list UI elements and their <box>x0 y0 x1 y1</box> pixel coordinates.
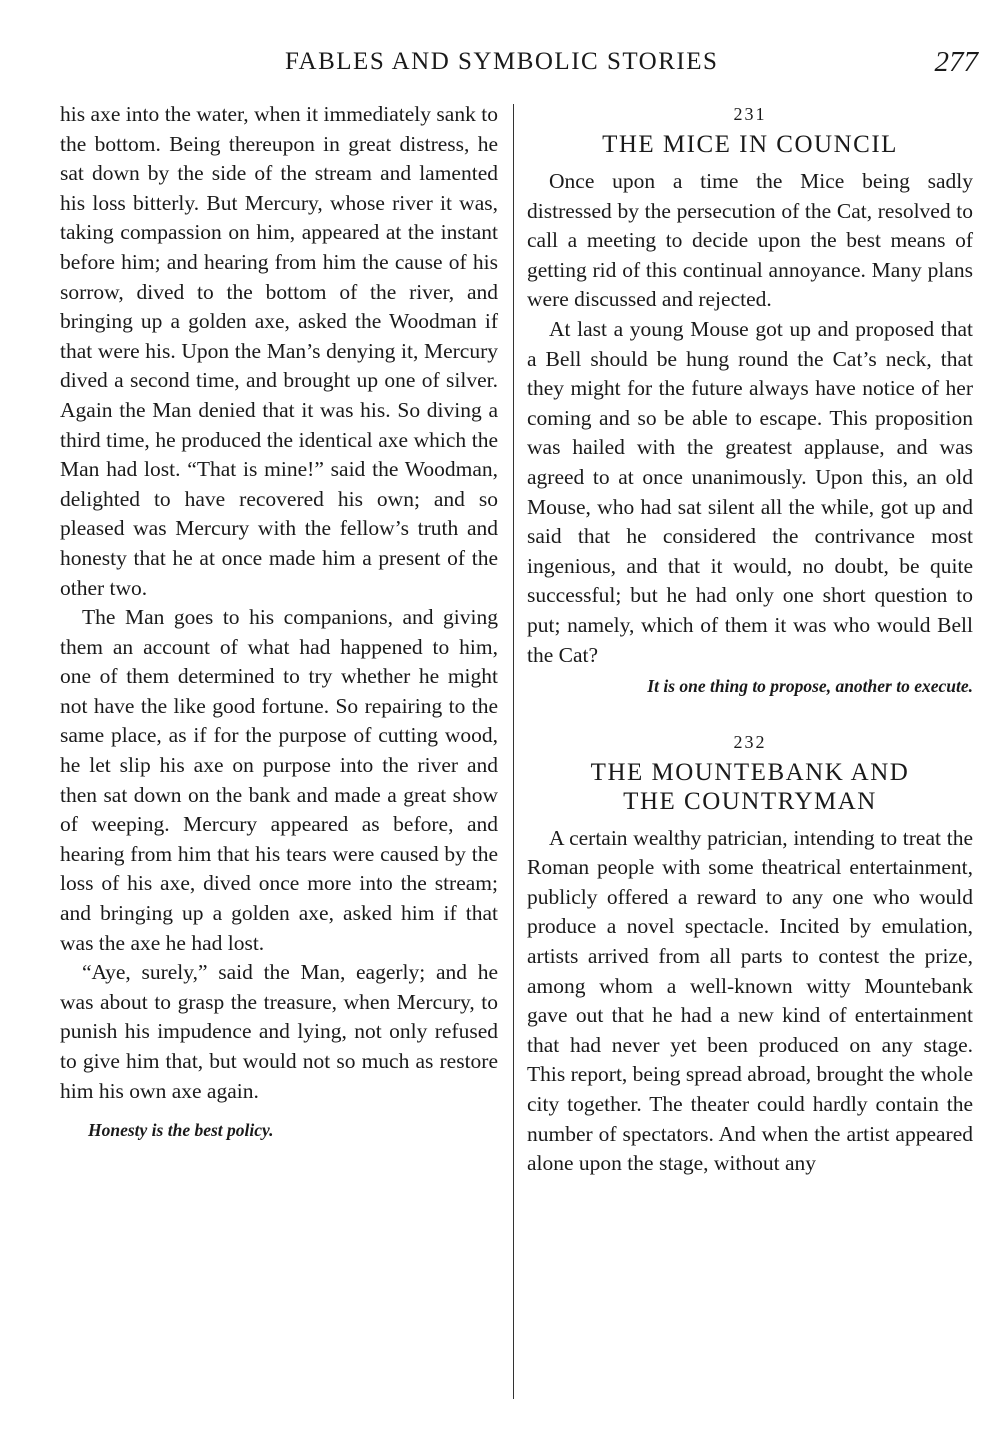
page-number: 277 <box>934 46 978 78</box>
fable-title-mice-in-council: THE MICE IN COUNCIL <box>602 131 898 158</box>
running-title: FABLES AND SYMBOLIC STORIES <box>285 48 719 75</box>
paragraph-aye-surely: “Aye, surely,” said the Man, eagerly; and he was about to grasp the treasure, when Mercury, to punish his impudence and lying, not only refused to give him that, but would not so much as restore him his own axe again. <box>60 960 498 1103</box>
paragraph-mice-1: Once upon a time the Mice being sadly distressed by the persecution of the Cat, resolved to call a meeting to decide upon the best means of getting rid of this continual annoyance. Many plans were discussed and rejected. <box>527 169 973 312</box>
fable-title-line-1: THE MOUNTEBANK AND <box>590 758 910 786</box>
running-header <box>0 44 1000 84</box>
paragraph-companions: The Man goes to his companions, and giving them an account of what had happened to him, one of them determined to try whether he might not have the like good fortune. So repairing to the same place, as if for the purpose of cutting wood, he let slip his axe on purpose into the river and then sat down on the bank and made a great show of weeping. Mercury appeared as before, and hearing from him that his tears were caused by the loss of his axe, dived once more into the stream; and bringing up a golden axe, asked him if that was the axe he had lost. <box>60 605 498 955</box>
fable-number-232: 232 <box>733 731 767 752</box>
fable-title-line-2: THE COUNTRYMAN <box>623 787 877 815</box>
paragraph-mountebank-1: A certain wealthy patrician, intending to treat the Roman people with some theatrical entertainment, publicly offered a reward to any one who would produce a novel spectacle. Incited by emulation, artists arrived from all parts to contest the prize, among whom a well-known witty Mountebank gave out that he had a new kind of entertainment that had never yet been produced on any stage. This report, being spread abroad, brought the whole city together. The theater could hardly contain the number of spectators. And when the artist appeared alone upon the stage, without any <box>527 825 973 1176</box>
fable-number-231: 231 <box>733 104 767 124</box>
paragraph-axe-continued: his axe into the water, when it immediately sank to the bottom. Being thereupon in great distress, he sat down by the side of the stream and lamented his loss bitterly. But Mercury, whose river it was, taking compassion on him, appeared at the instant before him; and hearing from him the cause of his sorrow, dived to the bottom of the river, and bringing up a golden axe, asked the Woodman if that were his. Upon the Man’s denying it, Mercury dived a second time, and brought up one of silver. Again the Man denied that it was his. So diving a third time, he produced the identical axe which the Man had lost. “That is mine!” said the Woodman, delighted to have recovered his own; and so pleased was Mercury with the fellow’s truth and honesty that he at once made him a present of the other two. <box>60 102 498 600</box>
right-column <box>527 100 973 1179</box>
column-divider <box>513 104 514 1399</box>
moral-propose-execute: It is one thing to propose, another to execute. <box>647 676 973 697</box>
fable-title-mountebank <box>527 758 973 816</box>
paragraph-mice-2: At last a young Mouse got up and proposed that a Bell should be hung round the Cat’s neck, that they might for the future always have notice of her coming and so be able to escape. This proposition was hailed with the greatest applause, and was agreed to at once unanimously. Upon this, an old Mouse, who had sat silent all the while, got up and said that he considered the contrivance most ingenious, and that it would, no doubt, be quite successful; but he had only one short question to put; namely, which of them it was who would Bell the Cat? <box>527 316 973 667</box>
left-column <box>60 100 498 1146</box>
moral-honesty: Honesty is the best policy. <box>88 1120 274 1141</box>
